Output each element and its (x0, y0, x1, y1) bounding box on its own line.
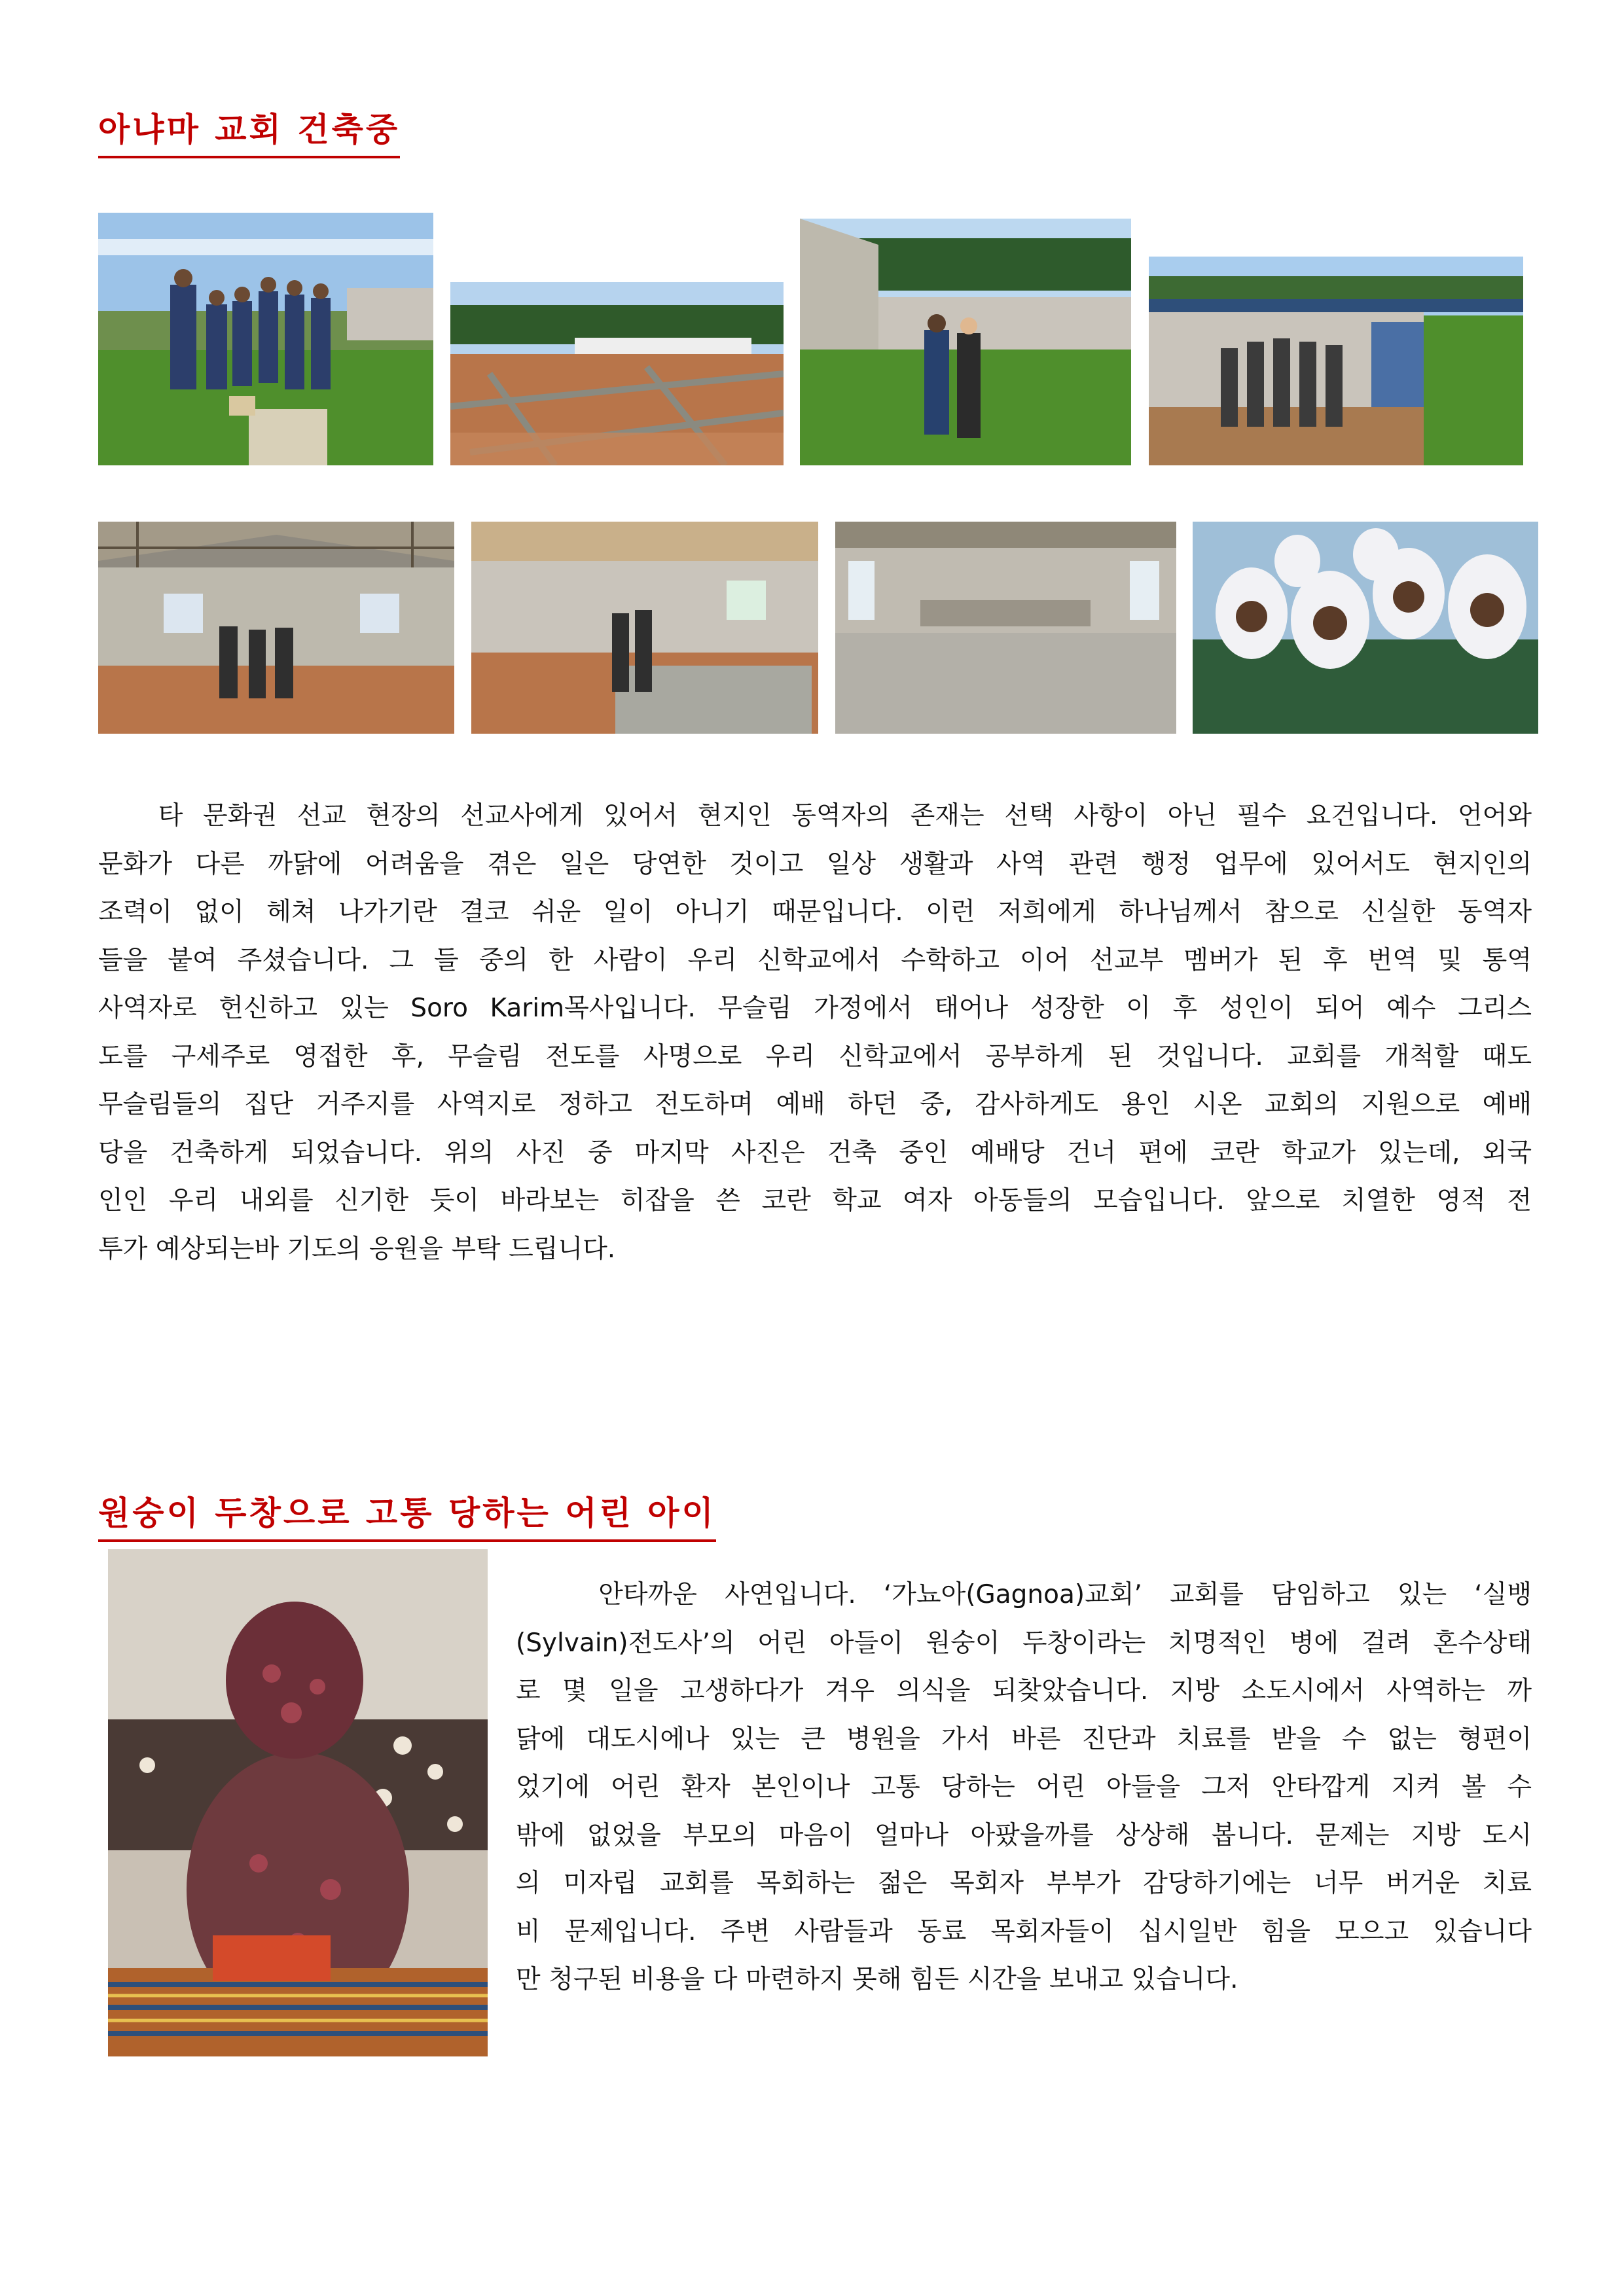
paragraph-line: 로 몇 일을 고생하다가 겨우 의식을 되찾았습니다. 지방 소도시에서 사역하는 까 (516, 1676, 1532, 1706)
paragraph-line: 의 미자립 교회를 목회하는 젊은 목회자 부부가 감당하기에는 너무 버거운 치료 (516, 1869, 1532, 1898)
paragraph-line: 들을 붙여 주셨습니다. 그 들 중의 한 사람이 우리 신학교에서 수학하고 이어 선교부 멤버가 된 후 번역 및 통역 (98, 945, 1532, 975)
paragraph-line: 무슬림들의 집단 거주지를 사역지로 정하고 전도하며 예배 하던 중, 감사하게도 용인 시온 교회의 지원으로 예배 (98, 1090, 1532, 1119)
paragraph-line: 안타까운 사연입니다. ‘가뇨아(Gagnoa)교회’ 교회를 담임하고 있는 ‘실뱅 (516, 1580, 1532, 1609)
group-shovel-photo (98, 213, 433, 465)
paragraph-line: 조력이 없이 헤쳐 나가기란 결코 쉬운 일이 아니기 때문입니다. 이런 저희에게 하나님께서 참으로 신실한 동역자 (98, 897, 1532, 927)
section1-paragraph (98, 792, 1532, 1273)
foundation-photo (450, 282, 784, 465)
paragraph-line: 투가 예상되는바 기도의 응원을 부탁 드립니다. (98, 1234, 616, 1264)
paragraph-line: 문화가 다른 까닭에 어려움을 겪은 일은 당연한 것이고 일상 생활과 사역 관련 행정 업무에 있어서도 현지인의 (98, 849, 1532, 879)
two-men-site-photo (800, 219, 1131, 465)
empty-hall-photo (835, 522, 1176, 734)
paragraph-line: 비 문제입니다. 주변 사람들과 동료 목회자들이 십시일반 힘을 모으고 있습니다 (516, 1916, 1532, 1946)
girls-hijab-photo (1193, 522, 1538, 734)
paragraph-line: 도를 구세주로 영접한 후, 무슬림 전도를 사명으로 우리 신학교에서 공부하게 된 것입니다. 교회를 개척할 때도 (98, 1041, 1532, 1071)
paragraph-line: 사역자로 헌신하고 있는 Soro Karim목사입니다. 무슬림 가정에서 태어나 성장한 이 후 성인이 되어 예수 그리스 (98, 994, 1532, 1023)
paragraph-line: (Sylvain)전도사’의 어린 아들이 원숭이 두창이라는 치명적인 병에 걸려 혼수상태 (516, 1628, 1532, 1658)
group-building-photo (1149, 257, 1523, 465)
paragraph-line: 당을 건축하게 되었습니다. 위의 사진 중 마지막 사진은 건축 중인 예배당 건너 편에 코란 학교가 있는데, 외국 (98, 1138, 1532, 1168)
section2-paragraph (516, 1571, 1532, 2004)
interior-hall-photo (471, 522, 818, 734)
paragraph-line: 닭에 대도시에나 있는 큰 병원을 가서 바른 진단과 치료를 받을 수 없는 형편이 (516, 1724, 1532, 1754)
paragraph-line: 밖에 없었을 부모의 마음이 얼마나 아팠을까를 상상해 봅니다. 문제는 지방 도시 (516, 1820, 1532, 1850)
paragraph-line: 만 청구된 비용을 다 마련하지 못해 힘든 시간을 보내고 있습니다. (516, 1965, 1238, 1994)
interior-roof-photo (98, 522, 454, 734)
section1-heading: 아냐마 교회 건축중 (98, 103, 400, 158)
paragraph-line: 었기에 어린 환자 본인이나 고통 당하는 어린 아들을 그저 안타깝게 지켜 볼 수 (516, 1772, 1532, 1802)
sick-child-photo (108, 1549, 488, 2056)
paragraph-line: 인인 우리 내외를 신기한 듯이 바라보는 히잡을 쓴 코란 학교 여자 아동들의 모습입니다. 앞으로 치열한 영적 전 (98, 1186, 1532, 1215)
section2-heading: 원숭이 두창으로 고통 당하는 어린 아이 (98, 1487, 716, 1542)
paragraph-line: 타 문화권 선교 현장의 선교사에게 있어서 현지인 동역자의 존재는 선택 사항이 아닌 필수 요건입니다. 언어와 (98, 801, 1532, 831)
